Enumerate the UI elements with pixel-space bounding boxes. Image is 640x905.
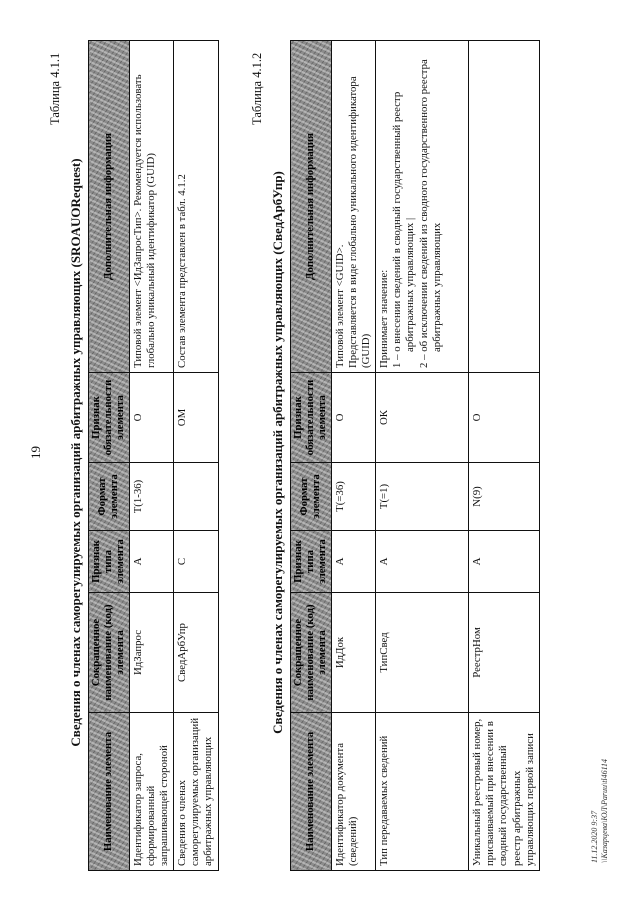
element-type-cell: С bbox=[174, 531, 219, 593]
table-label-4-1-2: Таблица 4.1.2 bbox=[250, 52, 264, 125]
table-header-row bbox=[291, 41, 332, 871]
column-header: Сокращенное наименование (код) элемента bbox=[291, 593, 332, 713]
element-code-cell: ТипСвед bbox=[376, 593, 469, 713]
element-required-cell: О bbox=[129, 373, 174, 463]
element-code-cell: ИдЗапрос bbox=[129, 593, 174, 713]
table-row bbox=[469, 41, 540, 871]
element-format-cell: Т(=1) bbox=[376, 463, 469, 531]
element-required-cell: ОМ bbox=[174, 373, 219, 463]
column-header: Дополнительная информация bbox=[291, 41, 332, 373]
element-info-cell: Типовой элемент <ИдЗапросТип>. Рекомендуется использовать глобально уникальный идентификатор (GUID) bbox=[129, 41, 174, 373]
column-header: Формат элемента bbox=[291, 463, 332, 531]
element-format-cell: N(9) bbox=[469, 463, 540, 531]
column-header: Наименование элемента bbox=[291, 713, 332, 871]
element-type-cell: А bbox=[331, 531, 376, 593]
element-info-cell bbox=[469, 41, 540, 373]
info-line: Представляется в виде глобально уникального идентификатора (GUID) bbox=[346, 76, 372, 368]
info-line: 2 – об исключении сведений из сводного государственного реестра арбитражных управляющих bbox=[417, 59, 443, 368]
table-row bbox=[129, 41, 174, 871]
element-type-cell: А bbox=[469, 531, 540, 593]
element-name-cell: Сведения о членах саморегулируемых организаций арбитражных управляющих bbox=[174, 713, 219, 871]
info-line: 1 – о внесении сведений в сводный государственный реестр арбитражных управляющих | bbox=[391, 91, 417, 368]
table-row bbox=[376, 41, 469, 871]
element-format-cell: Т(=36) bbox=[331, 463, 376, 531]
column-header: Признак обязательности элемента bbox=[291, 373, 332, 463]
element-info-cell bbox=[376, 41, 469, 373]
table-row bbox=[174, 41, 219, 871]
footer-timestamp: 11.12.2020 9:37 bbox=[590, 810, 599, 863]
element-name-cell: Тип передаваемых сведений bbox=[376, 713, 469, 871]
table-label-4-1-1: Таблица 4.1.1 bbox=[48, 52, 62, 125]
column-header: Признак типа элемента bbox=[89, 531, 130, 593]
info-line: Типовой элемент <GUID>. bbox=[333, 244, 346, 368]
element-type-cell: А bbox=[129, 531, 174, 593]
element-code-cell: ИдДок bbox=[331, 593, 376, 713]
table-row bbox=[331, 41, 376, 871]
element-info-cell: Состав элемента представлен в табл. 4.1.2 bbox=[174, 41, 219, 373]
column-header: Признак типа элемента bbox=[291, 531, 332, 593]
table-title-4-1-1: Сведения о членах саморегулируемых организаций арбитражных управляющих (SROAUORequest) bbox=[68, 158, 83, 747]
column-header: Признак обязательности элемента bbox=[89, 373, 130, 463]
element-required-cell: О bbox=[331, 373, 376, 463]
element-name-cell: Идентификатор документа (сведений) bbox=[331, 713, 376, 871]
element-required-cell: ОК bbox=[376, 373, 469, 463]
column-header: Наименование элемента bbox=[89, 713, 130, 871]
column-header: Дополнительная информация bbox=[89, 41, 130, 373]
element-name-cell: Идентификатор запроса, сформированный запрашивающей стороной bbox=[129, 713, 174, 871]
element-code-cell: РеестрНом bbox=[469, 593, 540, 713]
element-code-cell: СведАрбУпр bbox=[174, 593, 219, 713]
element-format-cell bbox=[174, 463, 219, 531]
element-info-cell bbox=[331, 41, 376, 373]
table-4-1-2 bbox=[290, 40, 540, 871]
table-header-row bbox=[89, 41, 130, 871]
element-type-cell: А bbox=[376, 531, 469, 593]
document-footer bbox=[590, 759, 609, 863]
column-header: Сокращенное наименование (код) элемента bbox=[89, 593, 130, 713]
column-header: Формат элемента bbox=[89, 463, 130, 531]
page-number: 19 bbox=[28, 446, 43, 459]
element-name-cell: Уникальный реестровый номер, присваиваемый при внесении в сводный государственный реестр арбитражных управляющих первой записи bbox=[469, 713, 540, 871]
table-4-1-1 bbox=[88, 40, 219, 871]
element-required-cell: О bbox=[469, 373, 540, 463]
element-format-cell: Т(1-36) bbox=[129, 463, 174, 531]
table-title-4-1-2: Сведения о членах саморегулируемых организаций арбитражных управляющих (СведАрбУпр) bbox=[270, 171, 285, 734]
footer-path: \\Казарцева\ЮЛ\Рaruu\tl46114 bbox=[599, 758, 609, 863]
info-line: Принимает значение: bbox=[378, 269, 391, 368]
